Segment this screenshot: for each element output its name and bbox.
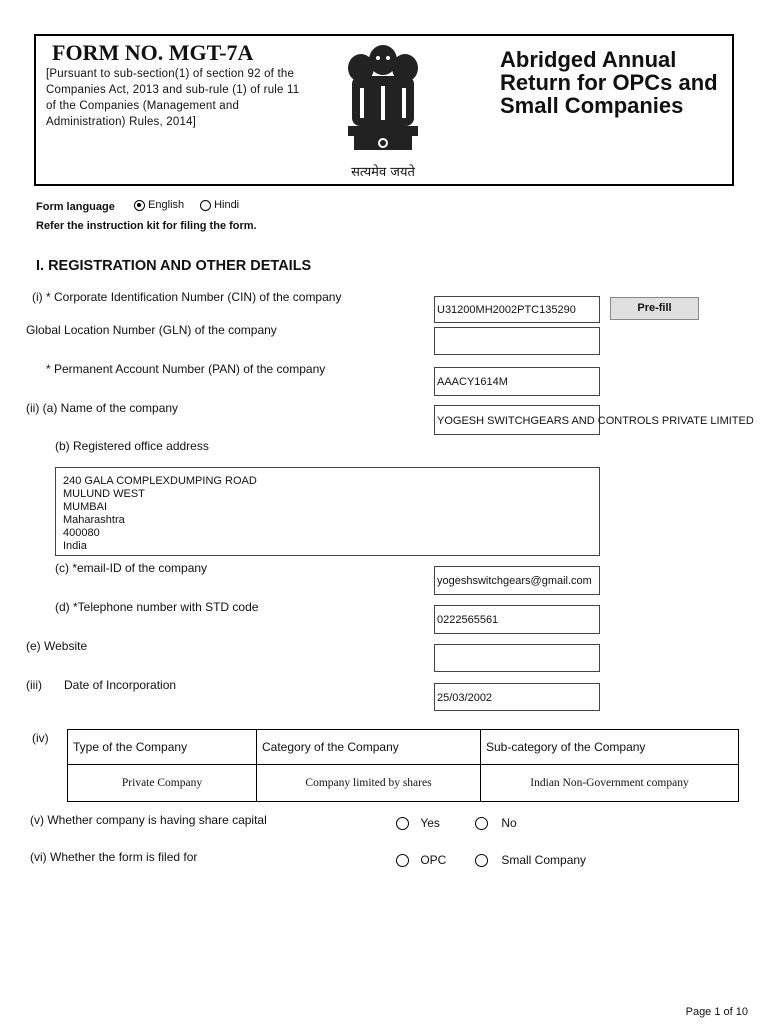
share-capital-label: (v) Whether company is having share capital [30, 813, 267, 827]
page-number: Page 1 of 10 [685, 1006, 748, 1018]
phone-label: (d) *Telephone number with STD code [55, 600, 259, 614]
radio-share-yes[interactable] [396, 817, 409, 830]
form-language-label: Form language [36, 201, 115, 213]
filed-small-company-option[interactable] [475, 853, 586, 867]
address-label: (b) Registered office address [55, 439, 209, 453]
share-no-option[interactable] [475, 816, 517, 830]
radio-hindi[interactable] [200, 200, 211, 211]
language-hindi-option[interactable] [200, 199, 239, 211]
cin-field[interactable]: U31200MH2002PTC135290 [434, 296, 600, 323]
address-line: MUMBAI [63, 501, 107, 513]
share-no-label: No [501, 816, 517, 830]
instruction-text: Refer the instruction kit for filing the form. [36, 220, 257, 232]
address-line: 400080 [63, 527, 100, 539]
language-hindi-label: Hindi [214, 199, 240, 211]
radio-share-no[interactable] [475, 817, 488, 830]
phone-field[interactable]: 0222565561 [434, 605, 600, 634]
radio-small-company[interactable] [475, 854, 488, 867]
subcategory-value: Indian Non-Government company [481, 765, 739, 802]
address-line: Maharashtra [63, 514, 125, 526]
filed-opc-option[interactable] [396, 853, 446, 867]
email-label: (c) *email-ID of the company [55, 561, 208, 575]
radio-opc[interactable] [396, 854, 409, 867]
category-header: Category of the Company [257, 730, 481, 765]
emblem-motto: सत्यमेव जयते [351, 165, 415, 180]
share-yes-label: Yes [420, 816, 440, 830]
language-english-label: English [148, 199, 185, 211]
doi-field[interactable]: 25/03/2002 [434, 683, 600, 711]
address-line: 240 GALA COMPLEXDUMPING ROAD [63, 475, 257, 487]
radio-english[interactable] [134, 200, 145, 211]
pan-field[interactable]: AAACY1614M [434, 367, 600, 396]
small-company-label: Small Company [501, 853, 587, 867]
type-header: Type of the Company [68, 730, 257, 765]
website-label: (e) Website [26, 639, 88, 653]
gln-label: Global Location Number (GLN) of the company [26, 323, 277, 337]
table-row [68, 765, 739, 802]
category-value: Company limited by shares [257, 765, 481, 802]
company-type-number: (iv) [32, 731, 49, 745]
language-english-option[interactable] [134, 199, 184, 211]
form-number: FORM NO. MGT-7A [52, 40, 254, 65]
prefill-button[interactable]: Pre-fill [610, 297, 699, 320]
section-title: I. REGISTRATION AND OTHER DETAILS [36, 258, 312, 274]
pursuant-note: [Pursuant to sub-section(1) of section 92 of the Companies Act, 2013 and sub-rule (1) of rule 11 of the Companies (Management and Administration) Rules, 2014] [46, 68, 300, 128]
cin-label: (i) * Corporate Identification Number (CIN) of the company [32, 290, 342, 304]
share-yes-option[interactable] [396, 816, 440, 830]
table-row [68, 730, 739, 765]
doi-label: Date of Incorporation [64, 678, 177, 692]
company-name-field[interactable]: YOGESH SWITCHGEARS AND CONTROLS PRIVATE LIMITED [434, 405, 600, 435]
email-field[interactable]: yogeshswitchgears@gmail.com [434, 566, 600, 595]
national-emblem-icon [334, 38, 432, 182]
address-line: India [63, 540, 87, 552]
subcategory-header: Sub-category of the Company [481, 730, 739, 765]
opc-label: OPC [420, 853, 447, 867]
filed-for-label: (vi) Whether the form is filed for [30, 850, 198, 864]
doi-number: (iii) [26, 678, 42, 692]
form-title: Abridged Annual Return for OPCs and Small Companies [500, 47, 718, 118]
gln-field[interactable] [434, 327, 600, 355]
address-field[interactable] [55, 467, 600, 556]
company-name-label: (ii) (a) Name of the company [26, 401, 179, 415]
type-value: Private Company [68, 765, 257, 802]
website-field[interactable] [434, 644, 600, 672]
address-line: MULUND WEST [63, 488, 145, 500]
pan-label: * Permanent Account Number (PAN) of the company [46, 362, 326, 376]
company-type-table [67, 729, 739, 802]
